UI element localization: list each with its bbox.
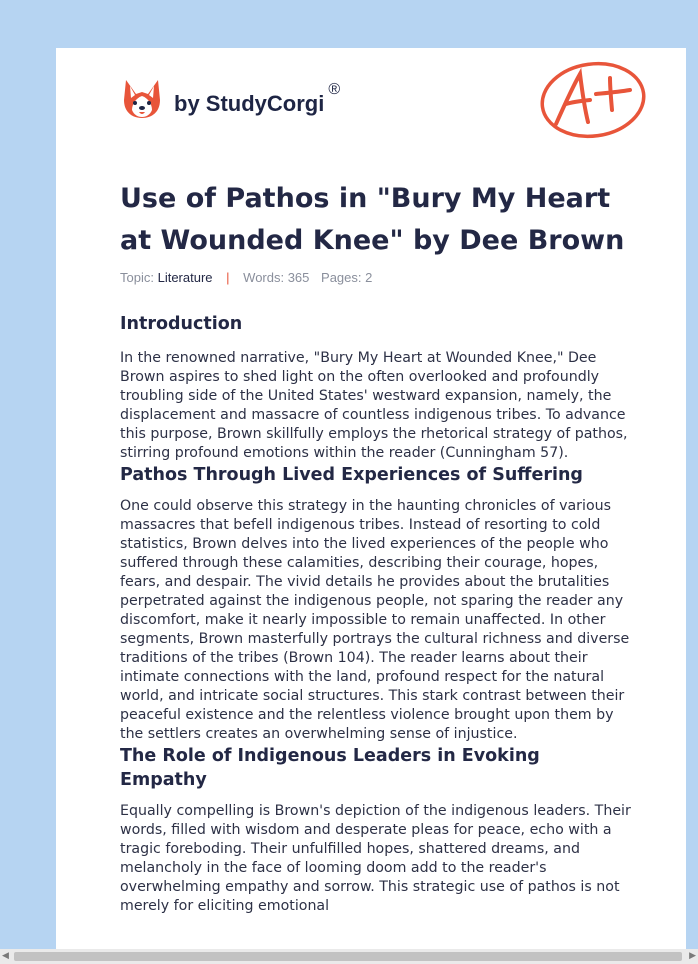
essay-body [120,312,632,916]
page-count: Pages: 2 [321,270,373,285]
section-paragraph: Equally compelling is Brown's depiction of the indigenous leaders. Their words, filled with wisdom and desperate pleas for peace, echo with a tragic foreboding. Their unfulfilled hopes, shattered dreams, and melancholy in the face of looming doom add to the reader's overwhelming empathy and sorrow. This strategic use of pathos is not merely for eliciting emotional [120,803,631,914]
essay-page [56,48,686,951]
section-heading-introduction: Introduction [120,314,243,334]
grade-a-plus-icon [538,60,648,140]
essay-title: Use of Pathos in "Bury My Heart at Wounded Knee" by Dee Brown [120,183,625,256]
section-heading-pathos: Pathos Through Lived Experiences of Suffering [120,465,583,485]
brand[interactable] [122,78,340,122]
scroll-left-arrow-icon[interactable]: ◀ [2,951,9,961]
scrollbar-thumb[interactable] [14,952,682,961]
topic-link[interactable]: Literature [157,270,213,285]
meta-separator: | [226,270,230,285]
topic-label: Topic: [120,270,154,285]
section-paragraph: One could observe this strategy in the haunting chronicles of various massacres that befell indigenous tribes. Instead of resorting to cold statistics, Brown delves into the lived experiences of the people who suffered through these calamities, describing their courage, hopes, fears, and despair. The vivid details he provides about the brutalities perpetrated against the indigenous people, not sparing the reader any discomfort, make it nearly impossible to remain unaffected. In other segments, Brown masterfully portrays the cultural richness and diverse traditions of the tribes (Brown 104). The reader learns about their intimate connections with the land, profound respect for the natural world, and intricate social structures. This stark contrast between their peaceful existence and the relentless violence brought upon them by the settlers creates an overwhelming sense of injustice. [120,498,630,742]
scroll-right-arrow-icon[interactable]: ▶ [689,951,696,961]
corgi-logo-icon [122,78,162,122]
brand-name: by StudyCorgi [174,91,325,116]
word-count: Words: 365 [243,270,310,285]
essay-meta [120,270,372,285]
registered-mark: ® [328,81,341,98]
section-paragraph: In the renowned narrative, "Bury My Heart at Wounded Knee," Dee Brown aspires to shed light on the often overlooked and profoundly troubling side of the United States' westward expansion, namely, the displacement and massacre of countless indigenous tribes. To advance this purpose, Brown skillfully employs the rhetorical strategy of pathos, stirring profound emotions within the reader (Cunningham 57). [120,350,628,461]
section-heading-leaders: The Role of Indigenous Leaders in Evoking Empathy [120,746,540,790]
horizontal-scrollbar[interactable] [0,949,698,964]
